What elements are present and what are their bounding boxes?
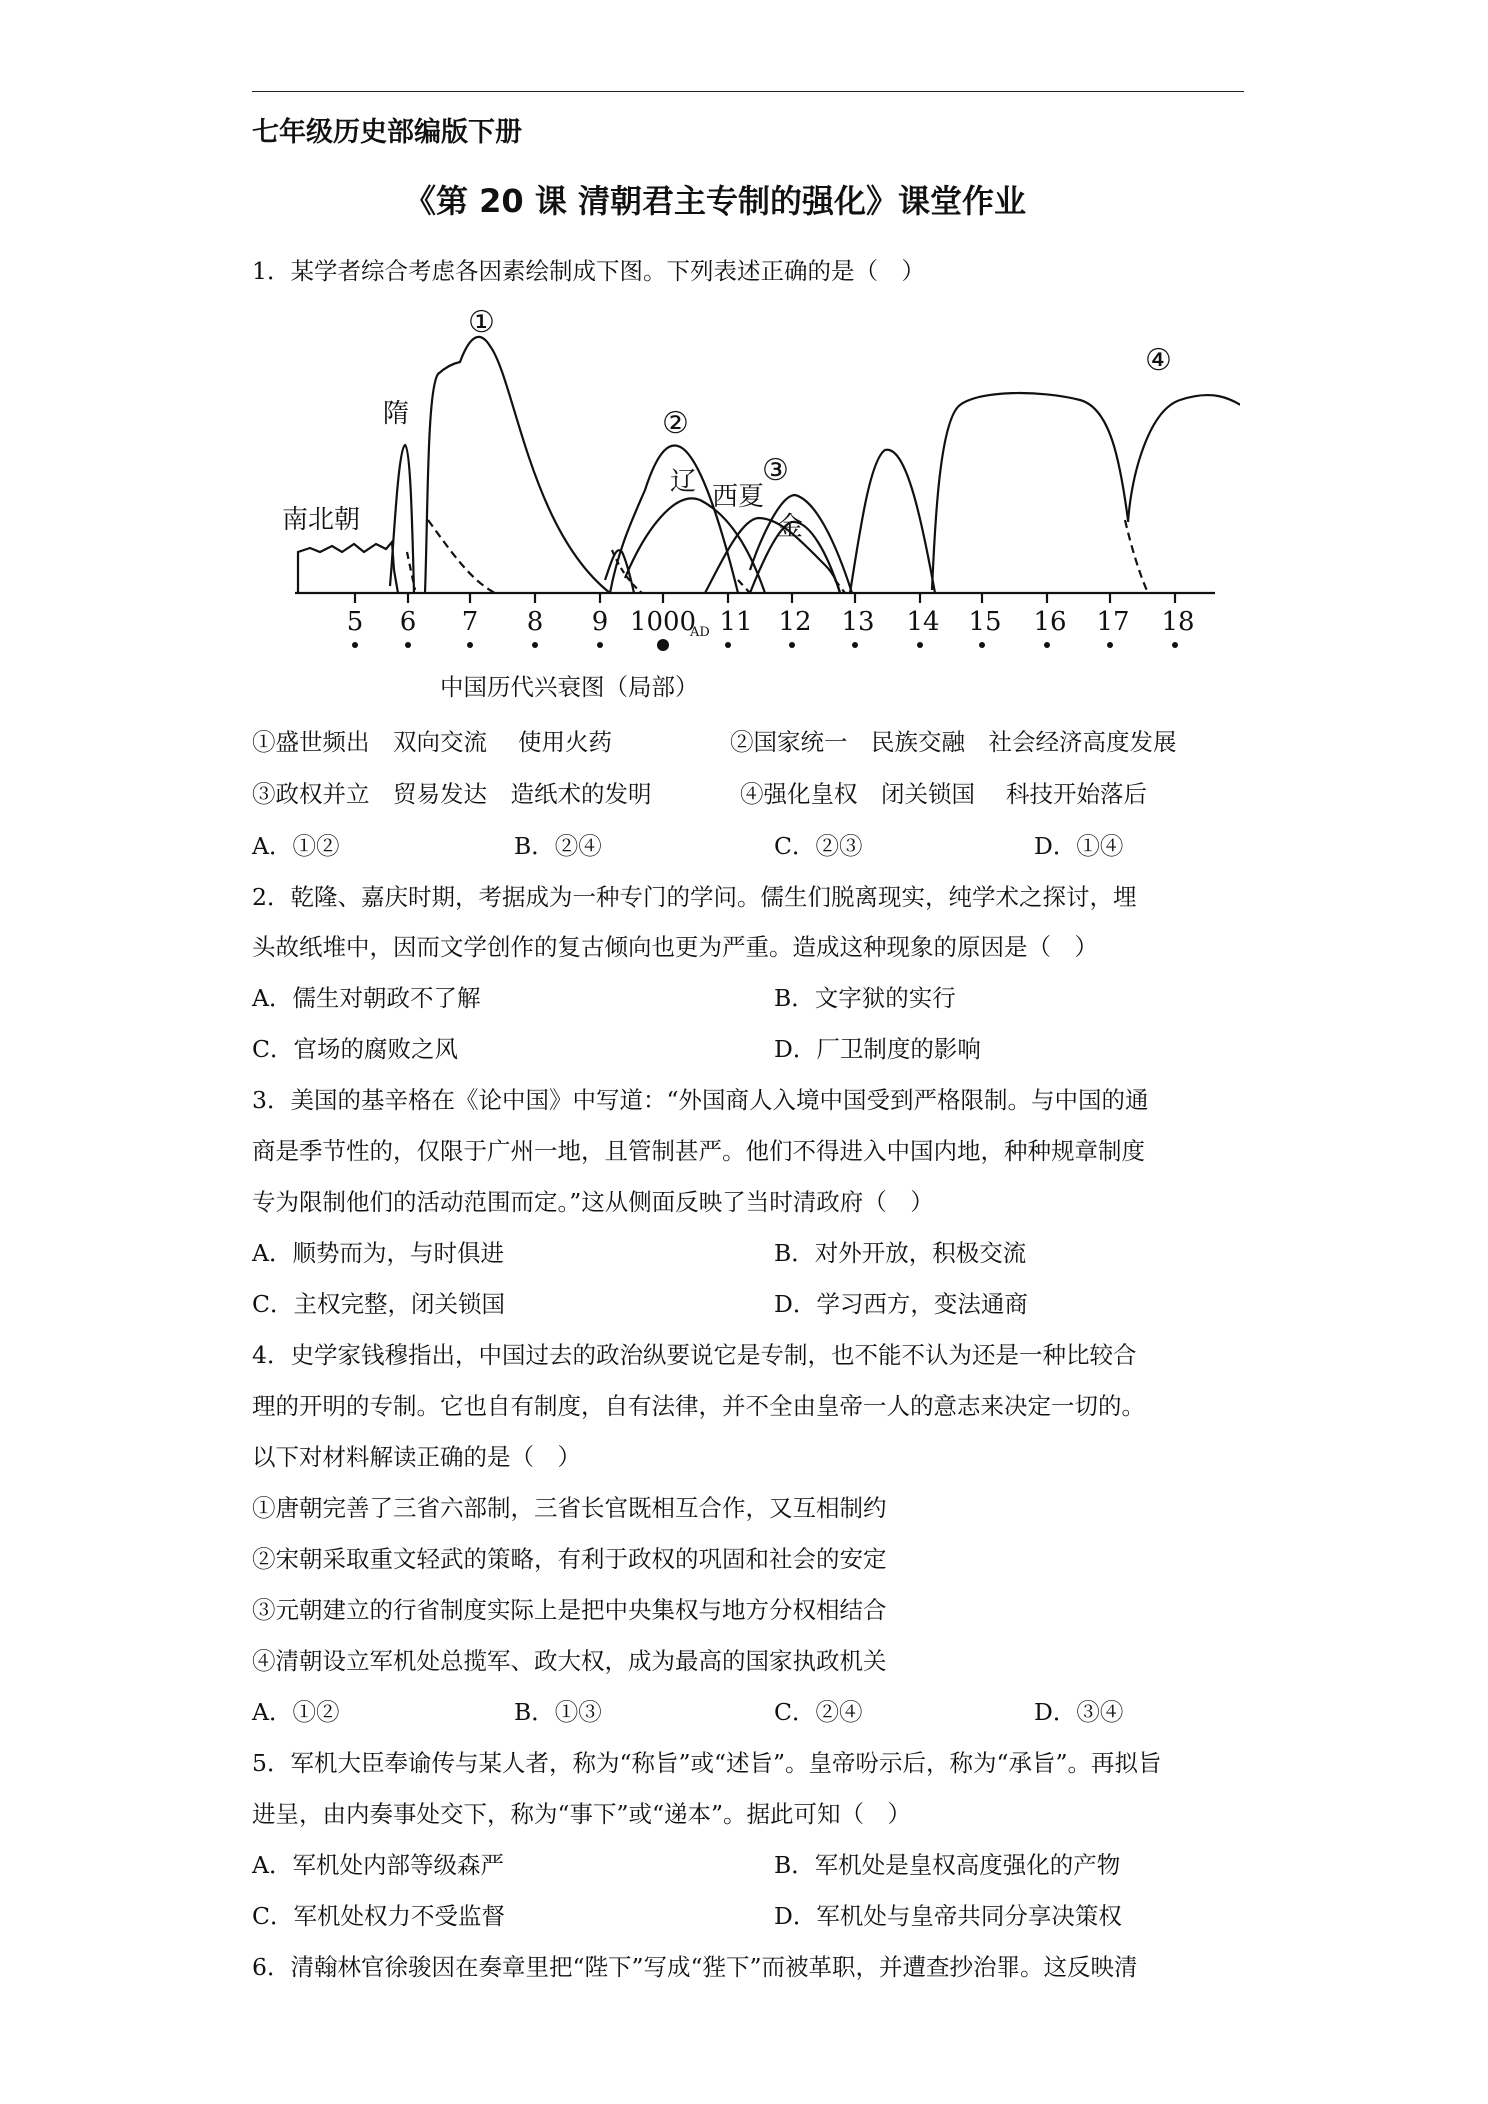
tick-label: 15 xyxy=(968,607,1002,637)
q1-option-a: A．①② xyxy=(252,832,340,860)
q4-option-b: B．①③ xyxy=(514,1698,602,1726)
curve-nanbeichao xyxy=(298,542,398,593)
q3-option-d: D．学习西方，变法通商 xyxy=(774,1290,1028,1318)
q4-statement-3: ③元朝建立的行省制度实际上是把中央集权与地方分权相结合 xyxy=(252,1596,887,1624)
curve-ming-decline xyxy=(1125,520,1148,593)
tick-label: 18 xyxy=(1161,607,1195,637)
q3-line-3: 专为限制他们的活动范围而定。”这从侧面反映了当时清政府（ ） xyxy=(252,1188,934,1216)
label-sui: 隋 xyxy=(383,399,410,429)
q4-option-a: A．①② xyxy=(252,1698,340,1726)
tick-label: 11 xyxy=(719,607,753,637)
q1-stem: 1．某学者综合考虑各因素绘制成下图。下列表述正确的是（ ） xyxy=(252,257,925,285)
marker-2: ② xyxy=(662,406,689,441)
rise-fall-figure xyxy=(280,290,1240,710)
curve-yuan xyxy=(850,450,935,593)
tick-label: 5 xyxy=(346,607,364,637)
q5-option-d: D．军机处与皇帝共同分享决策权 xyxy=(774,1902,1122,1930)
q5-line-1: 5．军机大臣奉谕传与某人者，称为“称旨”或“述旨”。皇帝吩示后，称为“承旨”。再拟旨 xyxy=(252,1749,1162,1777)
q5-line-2: 进呈，由内奏事处交下，称为“事下”或“递本”。据此可知（ ） xyxy=(252,1800,912,1828)
curve-qing xyxy=(1128,395,1240,522)
q1-statement-2: ②国家统一 民族交融 社会经济高度发展 xyxy=(730,728,1177,756)
q4-line-3: 以下对材料解读正确的是（ ） xyxy=(252,1443,581,1471)
tick-label: 13 xyxy=(841,607,875,637)
q4-option-c: C．②④ xyxy=(774,1698,863,1726)
q2-line-2: 头故纸堆中，因而文学创作的复古倾向也更为严重。造成这种现象的原因是（ ） xyxy=(252,933,1098,961)
q2-option-c: C．官场的腐败之风 xyxy=(252,1035,458,1063)
marker-4: ④ xyxy=(1145,343,1172,378)
q4-line-1: 4．史学家钱穆指出，中国过去的政治纵要说它是专制，也不能不认为还是一种比较合 xyxy=(252,1341,1137,1369)
q5-option-c: C．军机处权力不受监督 xyxy=(252,1902,505,1930)
q4-option-d: D．③④ xyxy=(1034,1698,1124,1726)
curve-ming xyxy=(932,393,1128,590)
tick-label: 9 xyxy=(591,607,609,637)
curve-liao xyxy=(625,498,765,593)
label-nanbeichao: 南北朝 xyxy=(282,505,361,535)
q1-option-b: B．②④ xyxy=(514,832,602,860)
q4-line-2: 理的开明的专制。它也自有制度，自有法律，并不全由皇帝一人的意志来决定一切的。 xyxy=(252,1392,1145,1420)
curve-southern-song xyxy=(750,495,852,593)
doc-header: 七年级历史部编版下册 xyxy=(252,117,522,148)
tick-label: 7 xyxy=(461,607,479,637)
q3-option-c: C．主权完整，闭关锁国 xyxy=(252,1290,505,1318)
q1-option-c: C．②③ xyxy=(774,832,863,860)
q1-option-d: D．①④ xyxy=(1034,832,1124,860)
q4-statement-1: ①唐朝完善了三省六部制，三省长官既相互合作，又互相制约 xyxy=(252,1494,887,1522)
q4-statement-4: ④清朝设立军机处总揽军、政大权，成为最高的国家执政机关 xyxy=(252,1647,887,1675)
q5-option-a: A．军机处内部等级森严 xyxy=(252,1851,504,1879)
figure-caption: 中国历代兴衰图（局部） xyxy=(440,673,699,701)
header-rule xyxy=(252,91,1244,92)
q3-option-b: B．对外开放，积极交流 xyxy=(774,1239,1027,1267)
q2-line-1: 2．乾隆、嘉庆时期，考据成为一种专门的学问。儒生们脱离现实，纯学术之探讨，埋 xyxy=(252,883,1137,911)
q2-option-a: A．儒生对朝政不了解 xyxy=(252,984,481,1012)
q3-line-2: 商是季节性的，仅限于广州一地，且管制甚严。他们不得进入中国内地，种种规章制度 xyxy=(252,1137,1145,1165)
tick-label: 12 xyxy=(778,607,812,637)
ad-label: AD xyxy=(690,625,710,640)
q3-line-1: 3．美国的基辛格在《论中国》中写道：“外国商人入境中国受到严格限制。与中国的通 xyxy=(252,1086,1149,1114)
marker-3: ③ xyxy=(762,453,789,488)
page-title: 《第 20 课 清朝君主专制的强化》课堂作业 xyxy=(404,182,1026,220)
curve-liao-end xyxy=(738,580,750,593)
curve-xixia xyxy=(705,518,840,593)
q6-line-1: 6．清翰林官徐骏因在奏章里把“陛下”写成“狴下”而被革职，并遭查抄治罪。这反映清 xyxy=(252,1953,1138,1981)
q1-statement-4: ④强化皇权 闭关锁国 科技开始落后 xyxy=(740,780,1147,808)
q1-statement-3: ③政权并立 贸易发达 造纸术的发明 xyxy=(252,780,652,808)
label-jin: 金 xyxy=(777,512,804,542)
tick-label: 1000 xyxy=(629,607,697,637)
curve-tang-decline xyxy=(428,520,495,593)
tick-label: 6 xyxy=(399,607,417,637)
label-liao: 辽 xyxy=(670,467,697,497)
q3-option-a: A．顺势而为，与时俱进 xyxy=(252,1239,504,1267)
tick-label: 16 xyxy=(1033,607,1067,637)
q2-option-b: B．文字狱的实行 xyxy=(774,984,956,1012)
q1-statement-1: ①盛世频出 双向交流 使用火药 xyxy=(252,728,612,756)
marker-1: ① xyxy=(468,305,495,340)
q4-statement-2: ②宋朝采取重文轻武的策略，有利于政权的巩固和社会的安定 xyxy=(252,1545,887,1573)
tick-label: 8 xyxy=(526,607,544,637)
tick-label: 17 xyxy=(1096,607,1130,637)
label-xixia: 西夏 xyxy=(712,482,765,512)
tick-label: 14 xyxy=(906,607,940,637)
q2-option-d: D．厂卫制度的影响 xyxy=(774,1035,981,1063)
q5-option-b: B．军机处是皇权高度强化的产物 xyxy=(774,1851,1121,1879)
